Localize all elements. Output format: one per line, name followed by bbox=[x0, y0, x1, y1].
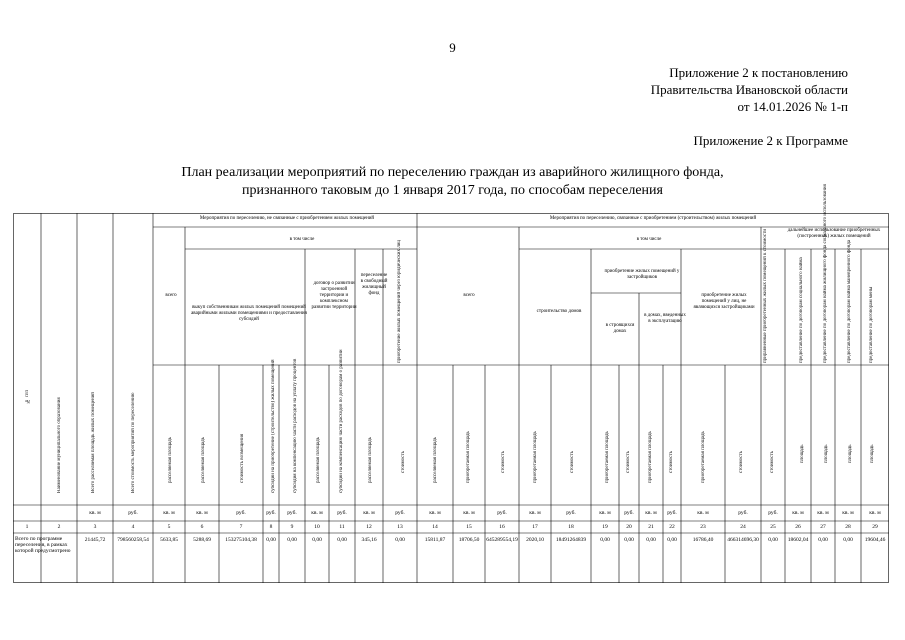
total-value-cell: 0,00 bbox=[818, 537, 828, 543]
col-header-28: площадь bbox=[848, 444, 853, 463]
col-header-12: расселяемая площадь bbox=[368, 437, 373, 483]
appendix-program: Приложение 2 к Программе bbox=[693, 133, 848, 148]
header-u4: предоставление по договорам мены bbox=[869, 286, 874, 363]
unit-cell: руб. bbox=[395, 510, 405, 516]
unit-cell: кв. м bbox=[363, 510, 375, 516]
header-including-2: в том числе bbox=[636, 237, 662, 242]
total-value-cell: 0,00 bbox=[600, 537, 610, 543]
total-value-cell: 5633,85 bbox=[160, 537, 178, 543]
column-number-cell: 9 bbox=[290, 524, 294, 530]
unit-cell: руб. bbox=[236, 510, 246, 516]
column-number-cell: 24 bbox=[740, 524, 746, 530]
page-number: 9 bbox=[449, 40, 456, 55]
column-number-cell: 5 bbox=[167, 524, 171, 530]
column-number-cell: 20 bbox=[626, 524, 632, 530]
col-header-16: стоимость bbox=[501, 451, 506, 473]
column-number-cell: 6 bbox=[200, 524, 204, 530]
unit-cell: кв. м bbox=[817, 510, 829, 516]
unit-cell: кв. м bbox=[311, 510, 323, 516]
total-value-cell: 21445,72 bbox=[84, 537, 106, 543]
column-number-cell: 2 bbox=[57, 524, 61, 530]
column-number-cell: 18 bbox=[568, 524, 574, 530]
appendix-line-2: Правительства Ивановской области bbox=[650, 82, 848, 97]
col-header-25: стоимость bbox=[770, 451, 775, 473]
header-x1: приравненные приобретенных жилых помещений к стоимости bbox=[763, 228, 768, 363]
total-value-cell: 19604,46 bbox=[864, 537, 886, 543]
unit-cell: руб. bbox=[266, 510, 276, 516]
unit-cell: кв. м bbox=[792, 510, 804, 516]
col-header-7: стоимость возмещения bbox=[240, 433, 245, 483]
col-header-15: приобретаемая площадь bbox=[466, 431, 471, 483]
column-number-cell: 28 bbox=[845, 524, 851, 530]
unit-cell: руб. bbox=[497, 510, 507, 516]
header-including-1: в том числе bbox=[289, 237, 315, 242]
header-unused: приобретение жилых помещений через юридических лиц bbox=[397, 239, 402, 363]
total-value-cell: 0,00 bbox=[768, 537, 778, 543]
total-value-cell: 16786,40 bbox=[692, 537, 714, 543]
unit-cell: кв. м bbox=[842, 510, 854, 516]
col-header-4: Всего стоимость мероприятий по переселению bbox=[131, 392, 136, 493]
total-value-cell: 0,00 bbox=[287, 537, 297, 543]
header-further-use: дальнейшее использование приобретенных (построенных) жилых помещений bbox=[787, 228, 881, 239]
col-header-6: расселяемая площадь bbox=[201, 437, 206, 483]
column-number-cell: 15 bbox=[466, 524, 472, 530]
column-number-cell: 25 bbox=[770, 524, 776, 530]
total-value-cell: 15811,87 bbox=[424, 537, 446, 543]
column-number-cell: 12 bbox=[366, 524, 372, 530]
column-number-cell: 23 bbox=[700, 524, 706, 530]
column-number-cell: 7 bbox=[239, 524, 243, 530]
col-header-11: субсидии на компенсацию части расходов по договорам о развитии bbox=[339, 349, 344, 493]
column-number-cell: 13 bbox=[397, 524, 403, 530]
total-value-cell: 5288,69 bbox=[193, 537, 211, 543]
total-value-cell: 18602,04 bbox=[787, 537, 809, 543]
col-header-23: приобретаемая площадь bbox=[701, 431, 706, 483]
total-value-cell: 0,00 bbox=[624, 537, 634, 543]
unit-cell: руб. bbox=[738, 510, 748, 516]
unit-cell: кв. м bbox=[599, 510, 611, 516]
title-line-1: План реализации мероприятий по переселению граждан из аварийного жилищного фонда, bbox=[181, 165, 724, 180]
column-number-cell: 11 bbox=[339, 524, 345, 530]
appendix-line-1: Приложение 2 к постановлению bbox=[669, 65, 848, 80]
unit-cell: кв. м bbox=[89, 510, 101, 516]
col-header-26: площадь bbox=[800, 444, 805, 463]
total-value-cell: 466314696,30 bbox=[727, 537, 759, 543]
total-value-cell: 18706,50 bbox=[458, 537, 480, 543]
header-no-acquisition: Мероприятия по переселению, не связанные с приобретением жилых помещений bbox=[199, 216, 375, 221]
total-value-cell: 18491264839 bbox=[555, 537, 587, 543]
total-value-cell: 345,16 bbox=[361, 537, 377, 543]
unit-cell: руб. bbox=[287, 510, 297, 516]
col-header-19: приобретаемая площадь bbox=[605, 431, 610, 483]
col-header-29: площадь bbox=[870, 444, 875, 463]
col-header-17: приобретаемая площадь bbox=[533, 431, 538, 483]
header-u1: предоставление по договорам социального найма bbox=[799, 257, 804, 363]
col-header-20: стоимость bbox=[626, 451, 631, 473]
total-row-label: Всего по программе переселения, в рамках которой предусмотрено bbox=[15, 536, 71, 554]
total-value-cell: 0,00 bbox=[395, 537, 405, 543]
column-number-cell: 3 bbox=[93, 524, 97, 530]
header-acq-from: приобретение жилых помещений у лиц, не являющихся застройщиками bbox=[693, 293, 755, 310]
unit-cell: руб. bbox=[128, 510, 138, 516]
column-number-cell: 19 bbox=[602, 524, 608, 530]
column-number-cell: 17 bbox=[532, 524, 538, 530]
col-header-14: расселяемая площадь bbox=[433, 437, 438, 483]
total-value-cell: 0,00 bbox=[312, 537, 322, 543]
header-payment-sub: помещений аварийными жилыми помещениями и предоставления субсидий bbox=[191, 305, 307, 322]
header-acq-done: в домах, введенных в эксплуатацию bbox=[644, 313, 686, 324]
unit-cell: кв. м bbox=[196, 510, 208, 516]
header-contract: договор о развитии застроенной территории и комплексном развитии территории bbox=[311, 281, 357, 310]
header-payment bbox=[189, 305, 309, 323]
header-total-1: всего bbox=[165, 293, 177, 298]
unit-cell: руб. bbox=[337, 510, 347, 516]
col-header-18: стоимость bbox=[570, 451, 575, 473]
column-number-cell: 16 bbox=[499, 524, 505, 530]
col-header-22: стоимость bbox=[669, 451, 674, 473]
col-header-24: стоимость bbox=[739, 451, 744, 473]
unit-cell: кв. м bbox=[429, 510, 441, 516]
total-value-cell: 153275104,38 bbox=[225, 537, 257, 543]
total-value-cell: 0,00 bbox=[266, 537, 276, 543]
header-acq-building: в строящихся домах bbox=[605, 323, 635, 334]
column-number-cell: 21 bbox=[648, 524, 654, 530]
header-u3: предоставление по договорам найма маневренного фонда bbox=[847, 239, 852, 363]
document-title bbox=[0, 164, 905, 200]
total-value-cell: 2020,10 bbox=[526, 537, 544, 543]
total-value-cell: 0,00 bbox=[667, 537, 677, 543]
col-header-13: стоимость bbox=[401, 451, 406, 473]
header-other: переселение в свободный жилищный фонд bbox=[360, 273, 388, 296]
unit-cell: кв. м bbox=[163, 510, 175, 516]
total-value-cell: 798560258,54 bbox=[117, 537, 149, 543]
header-built: строительство домов bbox=[536, 309, 582, 314]
column-number-cell: 4 bbox=[131, 524, 135, 530]
col-header-1: № п/п bbox=[25, 390, 30, 403]
header-u2: предоставление по договорам найма жилищного фонда социального использования bbox=[823, 184, 828, 363]
col-header-3: Всего расселяемая площадь жилых помещений bbox=[91, 392, 96, 493]
unit-cell: руб. bbox=[768, 510, 778, 516]
column-number-cell: 22 bbox=[669, 524, 675, 530]
column-number-cell: 29 bbox=[872, 524, 878, 530]
unit-cell: кв. м bbox=[645, 510, 657, 516]
unit-cell: руб. bbox=[667, 510, 677, 516]
title-line-2: признанного таковым до 1 января 2017 года, по способам переселения bbox=[242, 183, 663, 198]
col-header-5: расселяемая площадь bbox=[168, 437, 173, 483]
col-header-10: расселяемая площадь bbox=[316, 437, 321, 483]
column-number-cell: 27 bbox=[820, 524, 826, 530]
column-number-cell: 14 bbox=[432, 524, 438, 530]
unit-cell: руб. bbox=[624, 510, 634, 516]
header-acquisition: Мероприятия по переселению, связанные с приобретением (строительством) жилых помещений bbox=[549, 216, 757, 221]
header-payment-main: выкуп собственникам жилых помещений bbox=[192, 305, 281, 310]
appendix-line-3: от 14.01.2026 № 1-п bbox=[737, 99, 848, 114]
unit-cell: руб. bbox=[566, 510, 576, 516]
header-acq-builders: приобретение жилых помещений у застройщиков bbox=[604, 269, 680, 280]
col-header-21: приобретаемая площадь bbox=[648, 431, 653, 483]
col-header-8: субсидии на приобретение (строительство) жилых помещений bbox=[271, 359, 276, 493]
column-number-cell: 1 bbox=[25, 524, 29, 530]
unit-cell: кв. м bbox=[869, 510, 881, 516]
unit-cell: кв. м bbox=[463, 510, 475, 516]
col-header-9: субсидия на компенсацию части расходов на уплату процентов bbox=[293, 358, 298, 493]
total-value-cell: 645289554,19 bbox=[486, 537, 518, 543]
column-number-cell: 26 bbox=[795, 524, 801, 530]
col-header-27: площадь bbox=[824, 444, 829, 463]
column-number-cell: 8 bbox=[269, 524, 273, 530]
header-total-2: всего bbox=[463, 293, 475, 298]
total-value-cell: 0,00 bbox=[843, 537, 853, 543]
unit-cell: кв. м bbox=[529, 510, 541, 516]
unit-cell: кв. м bbox=[697, 510, 709, 516]
total-value-cell: 0,00 bbox=[337, 537, 347, 543]
col-header-2: Наименование муниципального образования bbox=[57, 397, 62, 493]
total-value-cell: 0,00 bbox=[646, 537, 656, 543]
column-number-cell: 10 bbox=[314, 524, 320, 530]
